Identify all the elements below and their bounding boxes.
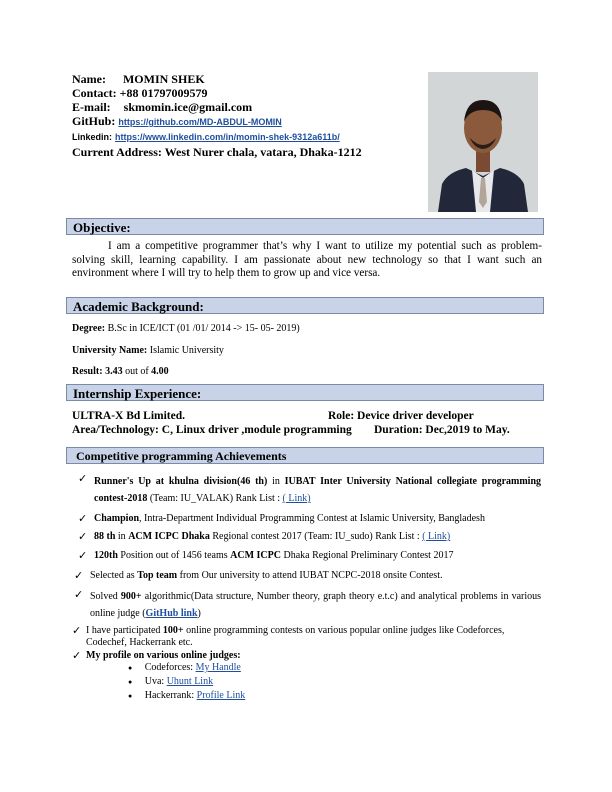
internship-tech: Area/Technology: C, Linux driver ,module programming	[72, 424, 352, 436]
achievement-text: from Our university to attend IUBAT NCPC-2018 onsite Contest.	[177, 570, 443, 581]
email-label: E-mail:	[72, 100, 111, 114]
list-item	[128, 676, 245, 690]
achievement-bold: IUBAT Inter University National collegiate programming contest-2018	[94, 476, 542, 504]
list-item	[128, 662, 245, 676]
achievement-text: I have participated	[86, 625, 163, 636]
achievement-text: )	[197, 608, 201, 619]
achievement-bold: Champion	[94, 513, 140, 524]
linkedin-line	[72, 129, 340, 145]
github-label: GitHub:	[72, 114, 116, 128]
achievement-text: Solved	[90, 591, 121, 602]
internship-section-title: Internship Experience:	[66, 384, 544, 401]
address-line	[72, 145, 362, 160]
degree-label: Degree:	[72, 323, 106, 334]
codeforces-link[interactable]: My Handle	[195, 662, 241, 673]
check-icon: ✓	[78, 531, 88, 543]
list-item	[128, 690, 245, 704]
linkedin-label: Linkedin:	[72, 132, 112, 142]
bullet-icon: ●	[128, 692, 133, 700]
linkedin-link[interactable]: https://www.linkedin.com/in/momin-shek-9312a611b/	[115, 132, 340, 142]
name-label: Name:	[72, 72, 106, 86]
achievement-text: (Team: IU_VALAK) Rank List :	[147, 493, 283, 504]
internship-company: ULTRA-X Bd Limited.	[72, 410, 185, 422]
university-label: University Name:	[72, 345, 148, 356]
check-icon: ✓	[74, 589, 84, 601]
objective-text: I am a competitive programmer that’s why I want to utilize my potential such as problem-solving skill, learning capability. I am passionate about new technology so that I want such an environment where I will try to help them to grow up and vice versa.	[72, 240, 542, 279]
competitive-section-title: Competitive programming Achievements	[66, 447, 544, 464]
contact-value: +88 01797009579	[119, 86, 208, 100]
check-icon: ✓	[78, 513, 88, 525]
name-value: MOMIN SHEK	[122, 72, 205, 86]
github-link[interactable]: GitHub link	[145, 608, 198, 619]
address-value: West Nurer chala, vatara, Dhaka-1212	[164, 145, 362, 159]
name-line	[72, 72, 205, 87]
result-mid: out of	[125, 366, 149, 377]
result-value: 3.43	[105, 366, 123, 377]
contact-label: Contact:	[72, 86, 117, 100]
university-line	[72, 345, 224, 356]
profile-label: Hackerrank:	[144, 690, 195, 701]
achievement-text: in	[115, 531, 129, 542]
profile-label: Codeforces:	[144, 662, 194, 673]
address-label: Current Address:	[72, 145, 162, 159]
achievement-text: Dhaka Regional Preliminary Contest 2017	[280, 550, 454, 561]
profiles-list	[128, 662, 245, 704]
github-link[interactable]: https://github.com/MD-ABDUL-MOMIN	[118, 117, 282, 127]
hackerrank-link[interactable]: Profile Link	[196, 690, 246, 701]
achievement-text: , Intra-Department Individual Programming Contest at Islamic University, Bangladesh	[139, 513, 485, 524]
profiles-heading: My profile on various online judges:	[86, 650, 241, 661]
academic-section-title: Academic Background:	[66, 297, 544, 314]
achievement-bold: ACM ICPC	[230, 550, 281, 561]
profile-photo	[428, 72, 538, 212]
uva-link[interactable]: Uhunt Link	[166, 676, 214, 687]
achievement-bold: Top team	[137, 570, 178, 581]
achievement-item	[94, 550, 453, 561]
rank-list-link[interactable]: ( Link)	[282, 493, 311, 504]
achievement-item	[94, 513, 485, 524]
achievement-text: in	[267, 476, 285, 487]
achievement-item	[90, 570, 442, 581]
achievement-bold: 88 th	[94, 531, 116, 542]
achievement-text: Regional contest 2017 (Team: IU_sudo) Rank List :	[209, 531, 423, 542]
achievement-item	[94, 531, 450, 542]
achievement-item	[86, 625, 516, 649]
github-line	[72, 114, 282, 130]
person-portrait-icon	[428, 72, 538, 212]
achievement-bold: 900+	[120, 591, 142, 602]
contact-line	[72, 86, 208, 101]
result-line	[72, 366, 169, 377]
achievement-item	[86, 650, 241, 661]
achievement-bold: Runner's Up at khulna division(46 th)	[94, 476, 268, 487]
achievement-bold: ACM ICPC Dhaka	[128, 531, 210, 542]
check-icon: ✓	[72, 650, 82, 662]
check-icon: ✓	[78, 550, 88, 562]
check-icon: ✓	[74, 570, 84, 582]
check-icon: ✓	[72, 625, 82, 637]
result-max: 4.00	[151, 366, 169, 377]
internship-role: Role: Device driver developer	[328, 410, 474, 422]
rank-list-link[interactable]: ( Link)	[422, 531, 451, 542]
achievement-bold: 120th	[94, 550, 118, 561]
check-icon: ✓	[78, 473, 88, 485]
achievement-item	[90, 588, 541, 622]
achievement-text: algorithmic(Data structure, Number theory, graph theory e.t.c) and analytical problems in various online judge (	[90, 591, 542, 619]
email-line	[72, 100, 252, 115]
bullet-icon: ●	[128, 664, 133, 672]
objective-section-title: Objective:	[66, 218, 544, 235]
email-value[interactable]: skmomin.ice@gmail.com	[123, 100, 253, 114]
achievement-text: Selected as	[90, 570, 138, 581]
achievement-item	[94, 473, 541, 507]
profile-label: Uva:	[144, 676, 165, 687]
degree-value: B.Sc in ICE/ICT (01 /01/ 2014 -> 15- 05- 2019)	[107, 323, 300, 334]
result-label: Result:	[72, 366, 103, 377]
university-value: Islamic University	[149, 345, 224, 356]
achievement-text: online programming contests on various popular online judges like Codeforces, Codechef, Hackerrank etc.	[86, 625, 505, 648]
internship-duration: Duration: Dec,2019 to May.	[374, 424, 510, 436]
degree-line	[72, 323, 300, 334]
achievement-bold: 100+	[162, 625, 184, 636]
achievement-text: Position out of 1456 teams	[117, 550, 231, 561]
bullet-icon: ●	[128, 678, 133, 686]
